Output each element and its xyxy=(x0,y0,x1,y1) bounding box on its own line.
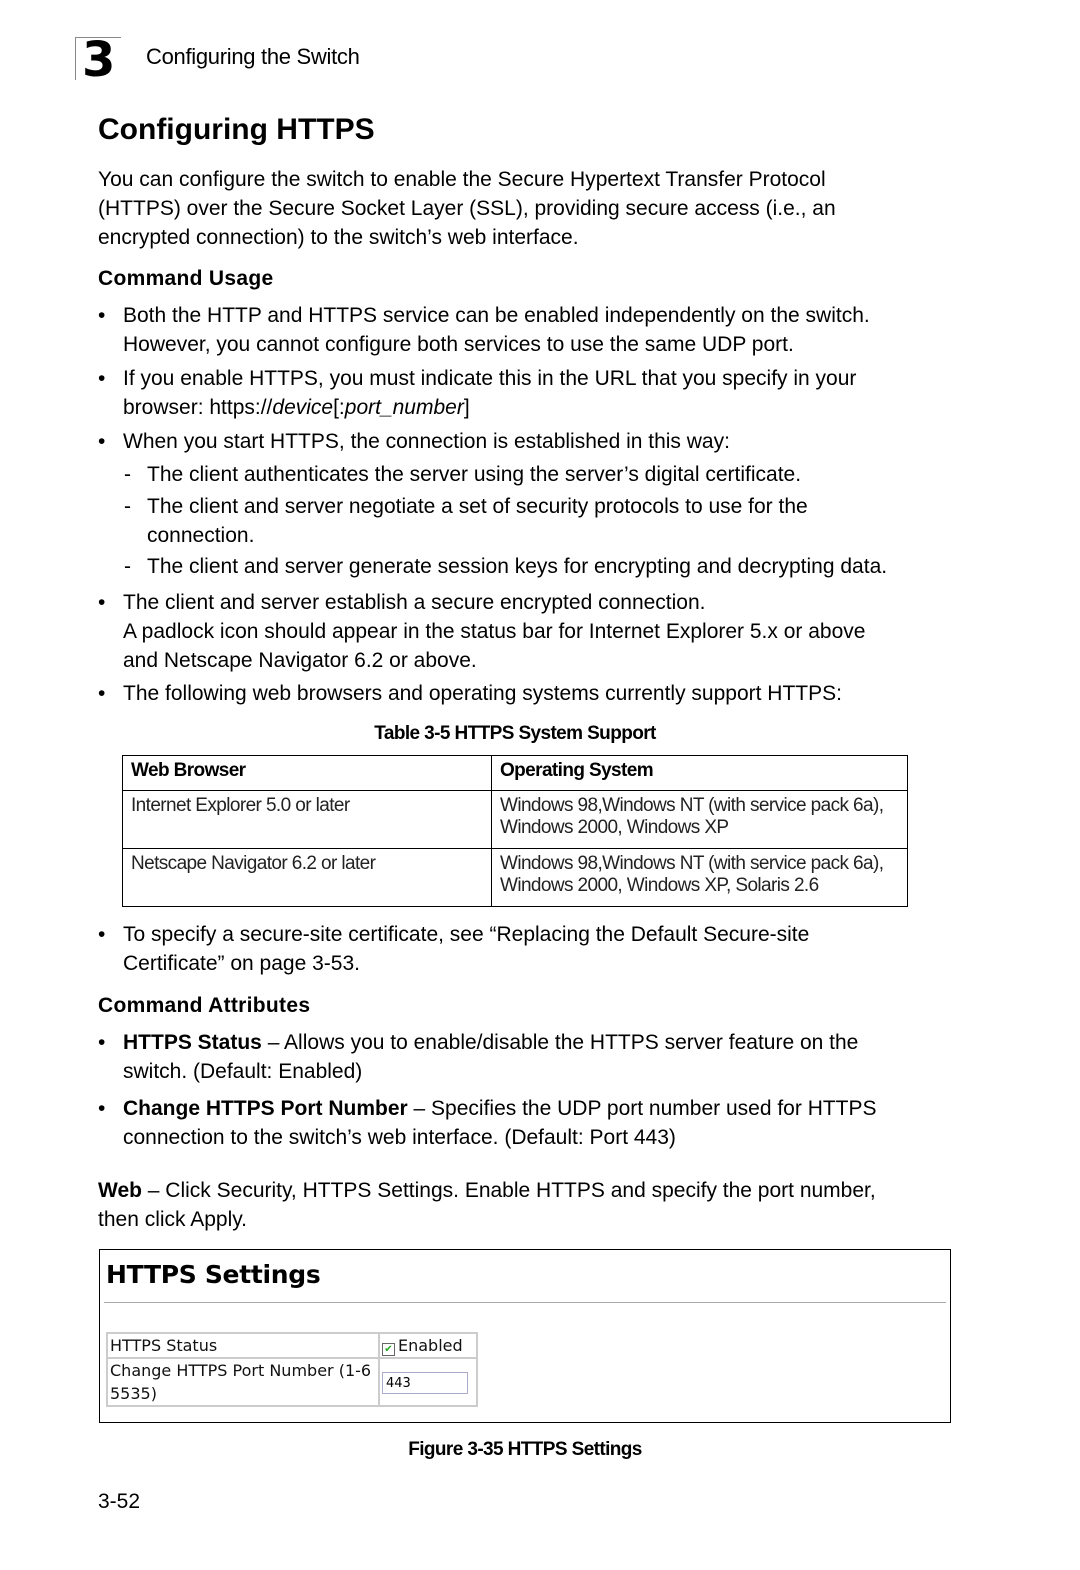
list-item: • Change HTTPS Port Number – Specifies the UDP port number used for HTTPS connection to the switch’s web interface. (Default: Port 443) xyxy=(98,1094,978,1152)
chapter-number-badge: 3 xyxy=(75,37,121,80)
settings-table xyxy=(106,1332,478,1407)
list-item: • If you enable HTTPS, you must indicate this in the URL that you specify in your browser: https://device[:port_number] xyxy=(98,364,968,422)
table-row: HTTPS Status ✔ Enabled xyxy=(107,1333,477,1358)
list-item: • Both the HTTP and HTTPS service can be enabled independently on the switch. However, you cannot configure both services to use the same UDP port. xyxy=(98,301,968,359)
table-header-row: Web Browser Operating System xyxy=(123,756,908,791)
sub-list-item: - The client authenticates the server using the server’s digital certificate. xyxy=(122,460,972,489)
sub-list-item: - The client and server generate session keys for encrypting and decrypting data. xyxy=(122,552,992,581)
list-item: • The client and server establish a secure encrypted connection. A padlock icon should appear in the status bar for Internet Explorer 5.x or above and Netscape Navigator 6.2 or above. xyxy=(98,588,968,675)
table-row: Internet Explorer 5.0 or later Windows 98,Windows NT (with service pack 6a), Windows 2000, Windows XP xyxy=(123,791,908,849)
https-support-table xyxy=(122,755,908,907)
list-item: • To specify a secure-site certificate, see “Replacing the Default Secure-site Certificate” on page 3-53. xyxy=(98,920,968,978)
intro-paragraph: You can configure the switch to enable the Secure Hypertext Transfer Protocol (HTTPS) over the Secure Socket Layer (SSL), providing secure access (i.e., an encrypted connection) to the switch’s web interface. xyxy=(98,168,836,249)
figure-caption: Figure 3-35 HTTPS Settings xyxy=(408,1439,642,1460)
https-settings-figure xyxy=(99,1249,951,1423)
https-status-checkbox[interactable]: ✔ xyxy=(382,1343,395,1356)
divider xyxy=(104,1302,946,1303)
command-usage-heading: Command Usage xyxy=(98,267,274,290)
port-number-input[interactable] xyxy=(382,1372,468,1394)
command-attributes-heading: Command Attributes xyxy=(98,994,311,1017)
table-row: Netscape Navigator 6.2 or later Windows 98,Windows NT (with service pack 6a), Windows 2000, Windows XP, Solaris 2.6 xyxy=(123,849,908,907)
table-caption: Table 3-5 HTTPS System Support xyxy=(374,723,656,744)
list-item: • When you start HTTPS, the connection is established in this way: xyxy=(98,427,968,456)
page-number: 3-52 xyxy=(98,1490,141,1513)
sub-list-item: - The client and server negotiate a set of security protocols to use for the connection. xyxy=(122,492,972,550)
chapter-title: Configuring the Switch xyxy=(146,44,360,69)
table-row: Change HTTPS Port Number (1-65535) 443 xyxy=(107,1358,477,1406)
figure-title: HTTPS Settings xyxy=(106,1260,321,1289)
list-item: • The following web browsers and operating systems currently support HTTPS: xyxy=(98,679,968,708)
page-title: Configuring HTTPS xyxy=(98,113,375,146)
web-instructions: Web – Click Security, HTTPS Settings. Enable HTTPS and specify the port number, then click Apply. xyxy=(98,1179,876,1231)
list-item: • HTTPS Status – Allows you to enable/disable the HTTPS server feature on the switch. (Default: Enabled) xyxy=(98,1028,968,1086)
